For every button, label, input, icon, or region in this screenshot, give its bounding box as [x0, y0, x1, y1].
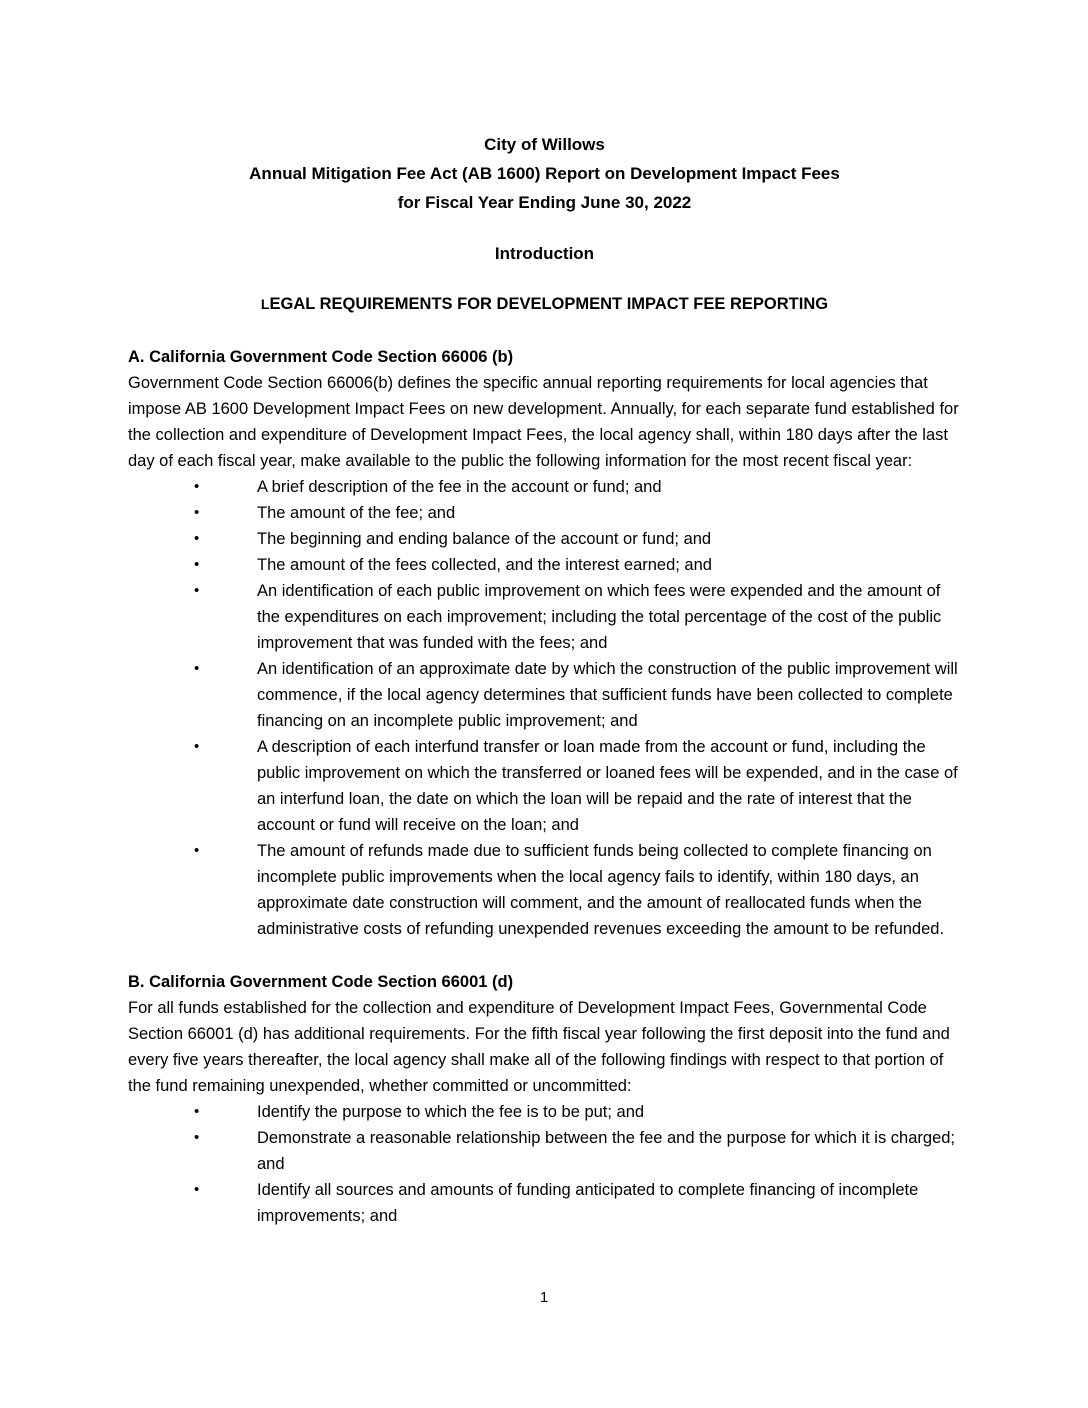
- list-item: [128, 526, 961, 552]
- bullet-text: Demonstrate a reasonable relationship between the fee and the purpose for which it is charged; and: [257, 1129, 956, 1173]
- list-item: [128, 1099, 961, 1125]
- list-item: [128, 552, 961, 578]
- bullet-text: An identification of each public improvement on which fees were expended and the amount of the expenditures on each improvement; including the total percentage of the cost of the public improvement that was funded with the fees; and: [257, 582, 942, 652]
- list-item: [128, 500, 961, 526]
- document-title-block: [128, 130, 961, 217]
- list-item: [128, 838, 961, 942]
- bullet-text: An identification of an approximate date by which the construction of the public improvement will commence, if the local agency determines that sufficient funds have been collected to complete financing on an incomplete public improvement; and: [257, 660, 958, 730]
- bullet-text: Identify the purpose to which the fee is to be put; and: [257, 1103, 645, 1121]
- bullet-icon: •: [194, 660, 200, 677]
- section-b-heading: B. California Government Code Section 66001 (d): [128, 973, 514, 991]
- document-title-line-2: Annual Mitigation Fee Act (AB 1600) Report on Development Impact Fees: [249, 164, 840, 183]
- bullet-icon: •: [194, 738, 200, 755]
- bullet-icon: •: [194, 556, 200, 573]
- list-item: [128, 474, 961, 500]
- document-content: [128, 130, 961, 1229]
- bullet-text: Identify all sources and amounts of funding anticipated to complete financing of incomplete improvements; and: [257, 1181, 919, 1225]
- bullet-icon: •: [194, 842, 200, 859]
- bullet-icon: •: [194, 1181, 200, 1198]
- bullet-text: A description of each interfund transfer or loan made from the account or fund, including the public improvement on which the transferred or loaned fees will be expended, and in the case of an interfund loan, the date on which the loan will be repaid and the rate of interest that the account or fund will receive on the loan; and: [257, 738, 958, 834]
- bullet-icon: •: [194, 582, 200, 599]
- section-b-bullet-list: [128, 1099, 961, 1229]
- bullet-icon: •: [194, 1129, 200, 1146]
- document-title-line-1: City of Willows: [484, 135, 605, 154]
- section-a-bullet-list: [128, 474, 961, 942]
- section-a-heading: A. California Government Code Section 66006 (b): [128, 348, 514, 366]
- list-item: [128, 578, 961, 656]
- bullet-icon: •: [194, 1103, 200, 1120]
- bullet-text: The beginning and ending balance of the account or fund; and: [257, 530, 712, 548]
- bullet-text: A brief description of the fee in the account or fund; and: [257, 478, 662, 496]
- bullet-text: The amount of the fees collected, and the interest earned; and: [257, 556, 712, 574]
- bullet-text: The amount of the fee; and: [257, 504, 456, 522]
- section-a-paragraph: Government Code Section 66006(b) defines the specific annual reporting requirements for local agencies that impose AB 1600 Development Impact Fees on new development. Annually, for each separate fund established for the collection and expenditure of Development Impact Fees, the local agency shall, within 180 days after the last day of each fiscal year, make available to the public the following information for the most recent fiscal year:: [128, 374, 959, 470]
- list-item: [128, 656, 961, 734]
- list-item: [128, 734, 961, 838]
- introduction-heading: Introduction: [494, 244, 595, 263]
- bullet-icon: •: [194, 504, 200, 521]
- bullet-icon: •: [194, 530, 200, 547]
- section-b-paragraph: For all funds established for the collection and expenditure of Development Impact Fees, Governmental Code Section 66001 (d) has additional requirements. For the fifth fiscal year following the first deposit into the fund and every five years thereafter, the local agency shall make all of the following findings with respect to that portion of the fund remaining unexpended, whether committed or uncommitted:: [128, 999, 950, 1095]
- bullet-icon: •: [194, 478, 200, 495]
- list-item: [128, 1125, 961, 1177]
- document-title-line-3: for Fiscal Year Ending June 30, 2022: [397, 193, 692, 212]
- list-item: [128, 1177, 961, 1229]
- legal-requirements-heading: LEGAL REQUIREMENTS FOR DEVELOPMENT IMPACT FEE REPORTING: [260, 295, 829, 313]
- page-number: 1: [539, 1289, 549, 1306]
- bullet-text: The amount of refunds made due to sufficient funds being collected to complete financing on incomplete public improvements when the local agency fails to identify, within 180 days, an approximate date construction will comment, and the amount of reallocated funds when the administrative costs of refunding unexpended revenues exceeding the amount to be refunded.: [257, 842, 945, 938]
